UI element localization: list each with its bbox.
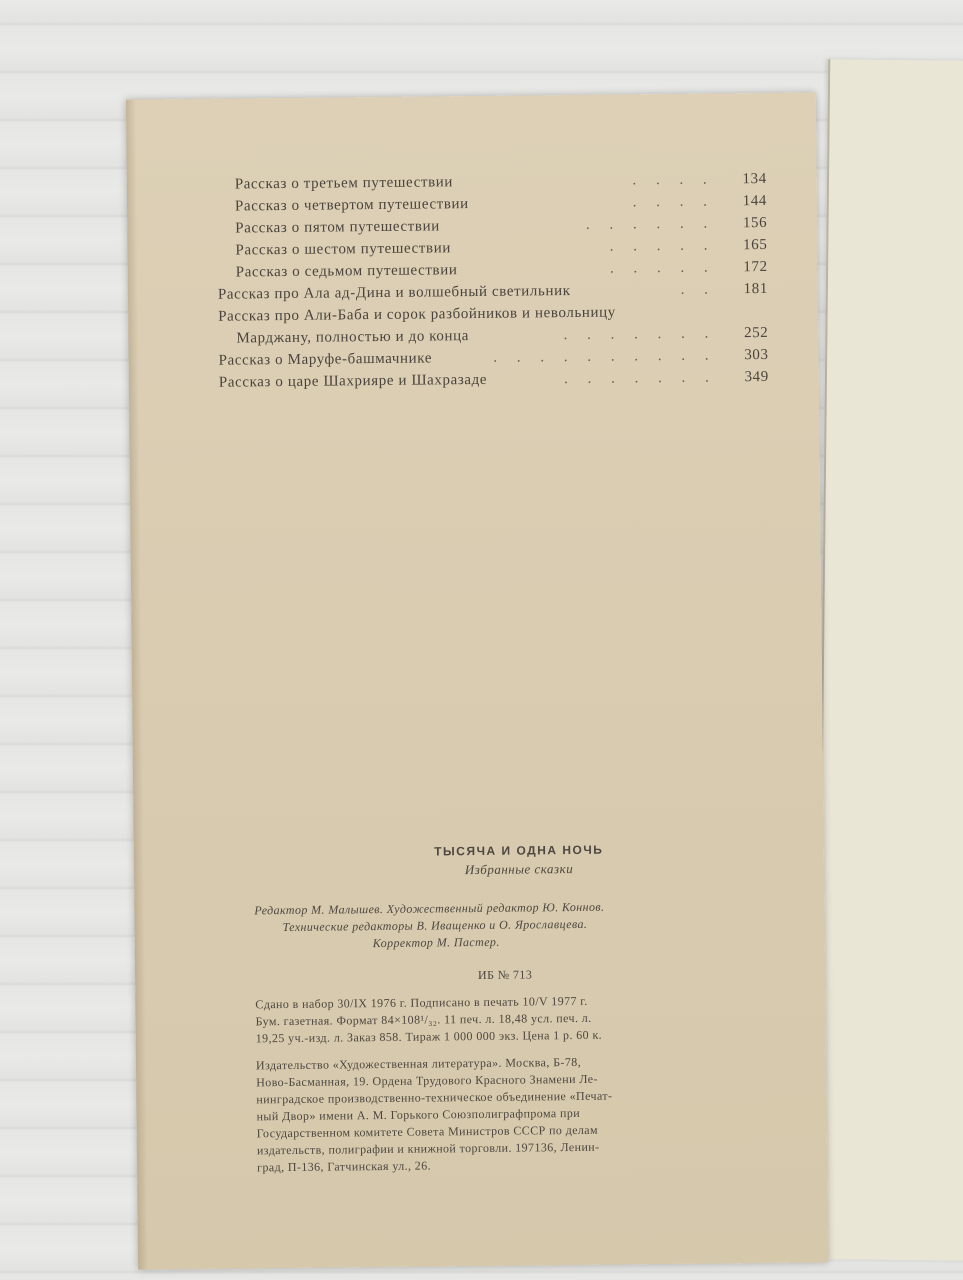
publisher-line: град, П-136, Гатчинская ул., 26. — [257, 1158, 432, 1175]
table-of-contents — [217, 171, 769, 397]
print-details-line: Бум. газетная. Формат 84×108¹/₃₂. 11 печ. л. 18,48 усл. печ. л. — [255, 1010, 592, 1029]
publisher-line: нинградское производственно-техническое объединение «Печат- — [256, 1088, 613, 1107]
toc-entry-page: 144 — [742, 192, 768, 210]
toc-leader-dots: . . . . . . . — [564, 369, 717, 388]
toc-leader-dots: . . — [680, 281, 716, 298]
toc-leader-dots: . . . . . . . — [563, 325, 717, 344]
toc-entry-page: 303 — [744, 346, 769, 364]
colophon — [254, 841, 757, 1176]
publisher-line: Издательство «Художественная литература». Москва, Б-78, — [255, 1054, 582, 1073]
toc-leader-dots: . . . . — [632, 193, 716, 211]
toc-leader-dots: . . . . . . . . . . — [493, 347, 717, 366]
print-details-line: Сдано в набор 30/IX 1976 г. Подписано в печать 10/V 1977 г. — [255, 993, 588, 1012]
toc-entry-title: Рассказ о третьем путешествии — [234, 174, 454, 193]
book-subtitle: Избранные сказки — [464, 861, 574, 878]
toc-entry-page: 134 — [742, 170, 767, 188]
book-page — [126, 92, 828, 1269]
credits-line: Редактор М. Малышев. Художественный редактор Ю. Коннов. — [254, 899, 605, 918]
publisher-line: Государственном комитете Совета Министров СССР по делам — [256, 1122, 599, 1141]
publisher-line: Ново-Басманная, 19. Ордена Трудового Красного Знамени Ле- — [256, 1071, 598, 1090]
toc-entry-title: Рассказ о шестом путешествии — [235, 240, 452, 259]
toc-entry-title: Рассказ о четвертом путешествии — [234, 196, 469, 215]
publisher-line: издательств, полиграфии и книжной торговли. 197136, Ленин- — [256, 1139, 600, 1158]
print-details-line: 19,25 уч.-изд. л. Заказ 858. Тираж 1 000 000 экз. Цена 1 р. 60 к. — [255, 1027, 603, 1046]
toc-entry-title: Рассказ о седьмом путешествии — [235, 262, 458, 281]
toc-entry — [219, 369, 769, 397]
toc-entry-page: 181 — [743, 280, 768, 298]
toc-entry-title: Рассказ про Ала ад-Дина и волшебный светильник — [217, 282, 571, 303]
back-cover — [816, 59, 963, 1261]
ib-number: ИБ № 713 — [477, 967, 533, 983]
toc-entry-page: 172 — [743, 258, 768, 276]
toc-leader-dots: . . . . . — [609, 237, 716, 255]
credits-line: Технические редакторы В. Иващенко и О. Ярославцева. — [282, 916, 588, 935]
toc-entry-title: Рассказ о царе Шахрияре и Шахразаде — [218, 371, 488, 391]
toc-entry-page: 156 — [742, 214, 768, 232]
toc-entry-title: Марджану, полностью и до конца — [236, 328, 470, 347]
credits-line: Корректор М. Пастер. — [372, 934, 500, 951]
toc-leader-dots: . . . . . . — [585, 215, 716, 233]
toc-entry-page: 349 — [744, 368, 769, 386]
toc-entry-title: Рассказ о пятом путешествии — [235, 218, 440, 237]
toc-entry-page: 252 — [743, 324, 769, 342]
toc-entry-title: Рассказ про Али-Баба и сорок разбойников и невольницу — [218, 304, 616, 325]
toc-entry-title: Рассказ о Маруфе-башмачнике — [218, 350, 433, 369]
toc-entry-page: 165 — [743, 236, 768, 254]
book-title: ТЫСЯЧА И ОДНА НОЧЬ — [434, 842, 604, 859]
toc-leader-dots: . . . . — [632, 171, 715, 189]
toc-leader-dots: . . . . . — [609, 259, 716, 277]
publisher-line: ный Двор» имени А. М. Горького Союзполиграфпрома при — [256, 1105, 581, 1124]
